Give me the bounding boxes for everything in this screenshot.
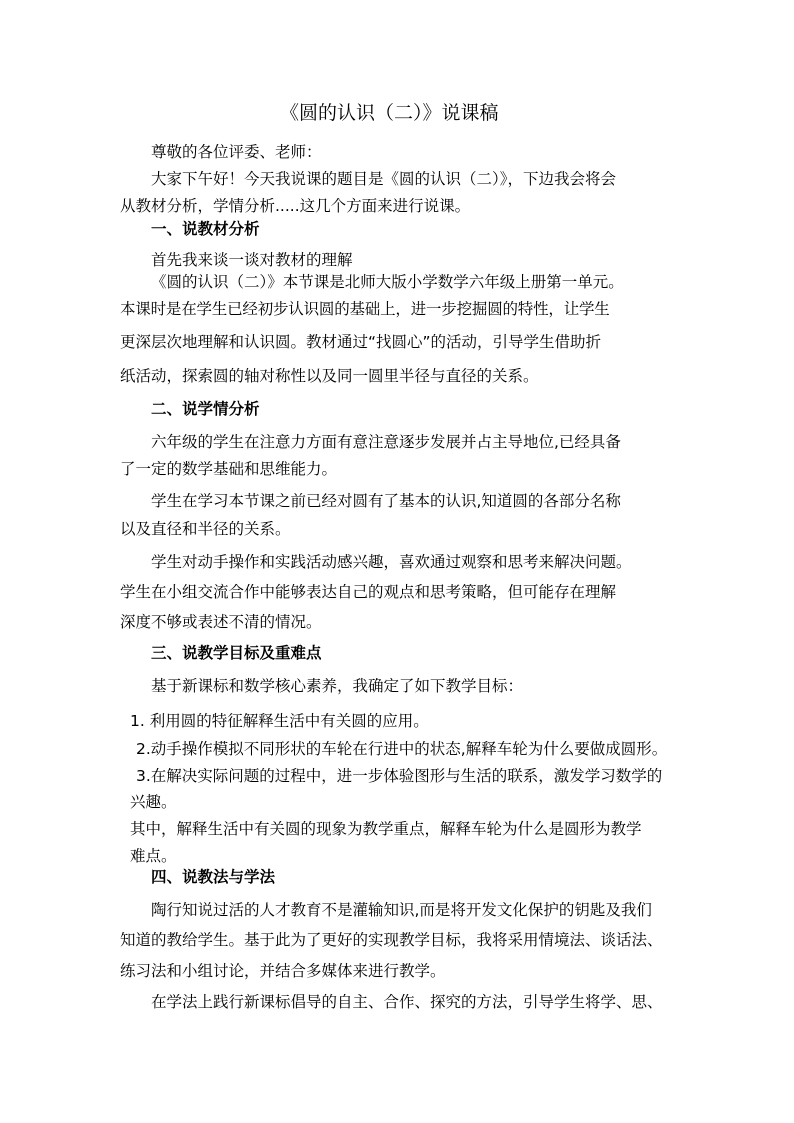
body-line-8: 学生在学习本节课之前已经对圆有了基本的认识,知道圆的各部分名称	[151, 492, 621, 510]
objective-1: 1. 利用圆的特征解释生活中有关圆的应用。	[130, 712, 429, 730]
objective-3-wrap: 兴趣。	[130, 793, 177, 811]
section-heading-1: 一、说教材分析	[151, 220, 260, 238]
objective-2: 2.动手操作模拟不同形状的车轮在行进中的状态,解释车轮为什么要做成圆形。	[136, 740, 668, 758]
body-line-2: 《圆的认识（二）》本节课是北师大版小学数学六年级上册第一单元。	[151, 273, 624, 291]
body-line-6: 六年级的学生在注意力方面有意注意逐步发展并占主导地位,已经具备	[151, 433, 621, 451]
body-line-7: 了一定的数学基础和思维能力。	[120, 460, 338, 478]
body-line-12: 深度不够或表述不清的情况。	[120, 613, 322, 631]
body-line-16: 练习法和小组讨论，并结合多媒体来进行教学。	[120, 962, 446, 980]
body-line-9: 以及直径和半径的关系。	[120, 520, 291, 538]
body-line-5: 纸活动，探索圆的轴对称性以及同一圆里半径与直径的关系。	[120, 367, 539, 385]
salutation-line: 尊敬的各位评委、老师：	[151, 143, 322, 161]
body-line-4: 更深层次地理解和认识圆。教材通过“找圆心”的活动，引导学生借助折	[120, 333, 602, 351]
body-line-14: 陶行知说过活的人才教育不是灌输知识,而是将开发文化保护的钥匙及我们	[151, 901, 652, 919]
focus-line-1: 其中，解释生活中有关圆的现象为教学重点，解释车轮为什么是圆形为教学	[130, 820, 642, 838]
body-line-1: 首先我来谈一谈对教材的理解	[151, 251, 353, 269]
objective-3: 3.在解决实际问题的过程中，进一步体验图形与生活的联系，激发学习数学的	[136, 767, 663, 785]
intro-line-1: 大家下午好！今天我说课的题目是《圆的认识（二）》，下边我会将会	[151, 170, 617, 188]
body-line-10: 学生对动手操作和实践活动感兴趣，喜欢通过观察和思考来解决问题。	[151, 553, 632, 571]
document-title: 《圆的认识（二）》说课稿	[280, 102, 499, 124]
body-line-11: 学生在小组交流合作中能够表达自己的观点和思考策略，但可能存在理解	[120, 583, 617, 601]
body-line-3: 本课时是在学生已经初步认识圆的基础上，进一步挖掘圆的特性，让学生	[120, 300, 610, 318]
body-line-13: 基于新课标和数学核心素养，我确定了如下教学目标：	[151, 677, 524, 695]
body-line-15: 知道的教给学生。基于此为了更好的实现教学目标，我将采用情境法、谈话法、	[120, 931, 663, 949]
focus-line-2: 难点。	[130, 847, 177, 865]
section-heading-4: 四、说教法与学法	[151, 868, 276, 886]
body-line-17: 在学法上践行新课标倡导的自主、合作、探究的方法，引导学生将学、思、	[151, 993, 663, 1011]
intro-line-2: 从教材分析，学情分析.....这几个方面来进行说课。	[120, 197, 471, 215]
section-heading-3: 三、说教学目标及重难点	[151, 644, 322, 662]
section-heading-2: 二、说学情分析	[151, 400, 260, 418]
